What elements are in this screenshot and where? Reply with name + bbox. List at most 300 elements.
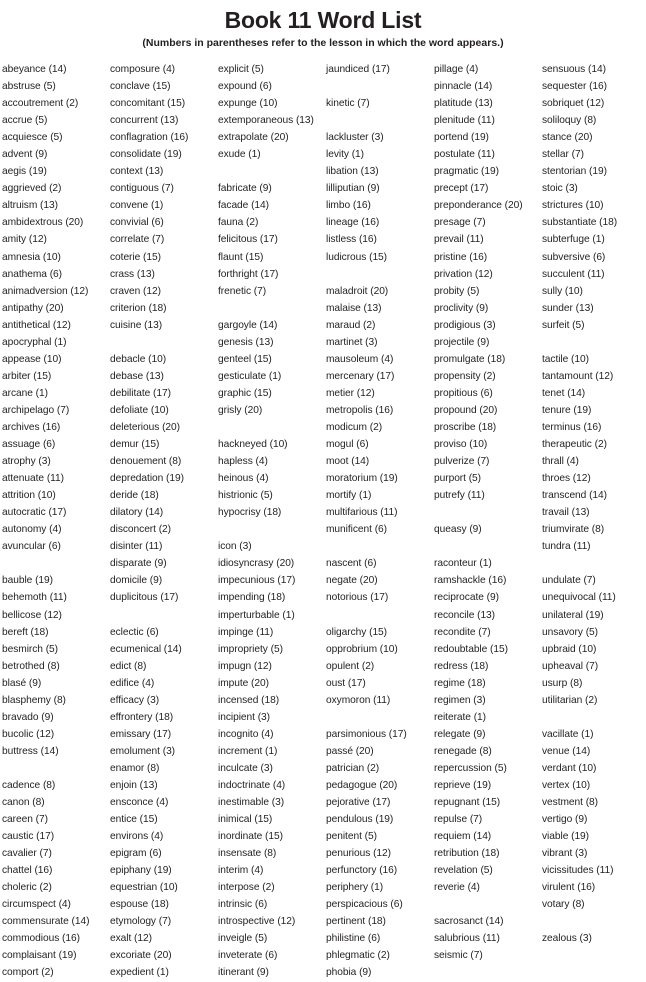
word-entry: concomitant (15) <box>110 98 186 110</box>
word-entry: terminus (16) <box>542 421 602 433</box>
word-entry: exalt (12) <box>110 933 152 945</box>
word-entry: mogul (6) <box>326 439 369 451</box>
word-entry: sobriquet (12) <box>542 98 605 110</box>
word-entry: careen (7) <box>2 814 48 826</box>
word-entry: stentorian (19) <box>542 166 607 178</box>
word-entry: promulgate (18) <box>434 353 506 365</box>
word-entry: vertex (10) <box>542 779 591 791</box>
word-entry: inculcate (3) <box>218 762 273 774</box>
word-entry: genteel (15) <box>218 353 272 365</box>
word-entry: ramshackle (16) <box>434 575 507 587</box>
word-entry: expound (6) <box>218 81 272 93</box>
word-entry: debacle (10) <box>110 353 167 365</box>
word-entry: convene (1) <box>110 200 164 212</box>
word-entry: heinous (4) <box>218 473 269 485</box>
word-entry: relegate (9) <box>434 728 486 740</box>
word-entry: demur (15) <box>110 439 160 451</box>
word-entry: debilitate (17) <box>110 387 171 399</box>
word-entry: utilitarian (2) <box>542 694 598 706</box>
word-entry: inveterate (6) <box>218 950 278 962</box>
word-entry: raconteur (1) <box>434 558 492 570</box>
word-entry: postulate (11) <box>434 149 495 161</box>
word-entry: indoctrinate (4) <box>218 779 286 791</box>
word-entry: levity (1) <box>326 149 364 161</box>
word-entry: parsimonious (17) <box>326 728 407 740</box>
word-entry: munificent (6) <box>326 524 388 536</box>
word-entry: craven (12) <box>110 285 161 297</box>
word-entry: maladroit (20) <box>326 285 389 297</box>
word-entry: ludicrous (15) <box>326 251 388 263</box>
word-entry: mausoleum (4) <box>326 353 394 365</box>
word-entry: extemporaneous (13) <box>218 115 314 127</box>
word-entry: edifice (4) <box>110 677 155 689</box>
word-entry: tantamount (12) <box>542 370 614 382</box>
word-entry: strictures (10) <box>542 200 604 212</box>
word-entry: disinter (11) <box>110 541 163 553</box>
word-entry: limbo (16) <box>326 200 371 212</box>
word-entry: periphery (1) <box>326 882 384 894</box>
word-entry: inestimable (3) <box>218 797 285 809</box>
word-group-spacer <box>218 300 322 317</box>
word-entry: deleterious (20) <box>110 421 180 433</box>
word-entry: arbiter (15) <box>2 370 52 382</box>
word-entry: phobia (9) <box>326 967 372 979</box>
word-entry: explicit (5) <box>218 64 264 75</box>
word-entry: hapless (4) <box>218 456 268 468</box>
word-entry: bucolic (12) <box>2 728 55 740</box>
word-entry: edict (8) <box>110 660 147 672</box>
word-entry: succulent (11) <box>542 268 605 280</box>
word-entry: insensate (8) <box>218 848 277 860</box>
word-entry: defoliate (10) <box>110 404 169 416</box>
word-entry: stellar (7) <box>542 149 584 161</box>
word-entry: precept (17) <box>434 183 489 195</box>
word-entry: deride (18) <box>110 490 159 502</box>
word-entry: abstruse (5) <box>2 81 56 93</box>
word-group-spacer <box>542 334 646 351</box>
word-entry: comport (2) <box>2 967 54 979</box>
word-entry: bravado (9) <box>2 711 54 723</box>
word-entry: malaise (13) <box>326 302 382 314</box>
word-entry: proclivity (9) <box>434 302 489 314</box>
word-entry: listless (16) <box>326 234 377 246</box>
word-entry: multifarious (11) <box>326 507 398 519</box>
word-entry: thrall (4) <box>542 456 579 468</box>
word-entry: martinet (3) <box>326 336 378 348</box>
word-entry: archives (16) <box>2 421 61 433</box>
word-entry: repercussion (5) <box>434 762 507 774</box>
word-entry: increment (1) <box>218 745 278 757</box>
word-entry: reprieve (19) <box>434 779 492 791</box>
word-entry: inimical (15) <box>218 814 273 826</box>
word-entry: apocryphal (1) <box>2 336 67 348</box>
word-entry: histrionic (5) <box>218 490 273 502</box>
word-entry: introspective (12) <box>218 916 296 928</box>
word-entry: flaunt (15) <box>218 251 264 263</box>
word-entry: libation (13) <box>326 166 379 178</box>
word-entry: undulate (7) <box>542 575 596 587</box>
word-entry: requiem (14) <box>434 831 492 843</box>
word-entry: criterion (18) <box>110 302 167 314</box>
word-entry: philistine (6) <box>326 933 381 945</box>
word-entry: icon (3) <box>218 541 252 553</box>
word-entry: archipelago (7) <box>2 404 70 416</box>
word-entry: surfeit (5) <box>542 319 585 331</box>
word-entry: pinnacle (14) <box>434 81 493 93</box>
word-entry: maraud (2) <box>326 319 376 331</box>
word-entry: expedient (1) <box>110 967 169 979</box>
word-entry: retribution (18) <box>434 848 500 860</box>
word-entry: emissary (17) <box>110 728 172 740</box>
word-entry: canon (8) <box>2 797 45 809</box>
word-entry: regime (18) <box>434 677 486 689</box>
word-entry: efficacy (3) <box>110 694 160 706</box>
word-entry: opulent (2) <box>326 660 375 672</box>
word-entry: reconcile (13) <box>434 609 496 621</box>
word-entry: seismic (7) <box>434 950 483 962</box>
word-entry: composure (4) <box>110 64 176 75</box>
word-entry: unsavory (5) <box>542 626 599 638</box>
word-entry: itinerant (9) <box>218 967 269 979</box>
word-entry: interim (4) <box>218 865 264 877</box>
word-entry: disconcert (2) <box>110 524 172 536</box>
word-entry: concurrent (13) <box>110 115 179 127</box>
word-entry: sacrosanct (14) <box>434 916 504 928</box>
word-entry: expunge (10) <box>218 98 278 110</box>
word-entry: amity (12) <box>2 234 47 246</box>
word-entry: notorious (17) <box>326 592 389 604</box>
word-entry: propitious (6) <box>434 387 493 399</box>
word-entry: acquiesce (5) <box>2 132 63 144</box>
word-entry: bellicose (12) <box>2 609 62 621</box>
word-entry: redoubtable (15) <box>434 643 508 655</box>
word-group-spacer <box>542 709 646 726</box>
word-entry: substantiate (18) <box>542 217 618 229</box>
word-entry: unequivocal (11) <box>542 592 616 604</box>
word-group-spacer <box>434 538 538 555</box>
word-entry: duplicitous (17) <box>110 592 179 604</box>
word-entry: inordinate (15) <box>218 831 283 843</box>
word-entry: genesis (13) <box>218 336 274 348</box>
word-entry: denouement (8) <box>110 456 182 468</box>
word-group-spacer <box>218 163 322 180</box>
word-entry: prevail (11) <box>434 234 484 246</box>
word-entry: blasphemy (8) <box>2 694 66 706</box>
word-entry: reciprocate (9) <box>434 592 499 604</box>
word-group-spacer <box>110 607 214 624</box>
word-entry: correlate (7) <box>110 234 165 246</box>
word-entry: eclectic (6) <box>110 626 159 638</box>
word-entry: caustic (17) <box>2 831 55 843</box>
word-entry: sunder (13) <box>542 302 594 314</box>
word-entry: platitude (13) <box>434 98 493 110</box>
word-entry: emolument (3) <box>110 745 176 757</box>
word-entry: soliloquy (8) <box>542 115 597 127</box>
word-entry: vicissitudes (11) <box>542 865 614 877</box>
word-group-spacer <box>434 896 538 913</box>
word-entry: prodigious (3) <box>434 319 496 331</box>
word-entry: usurp (8) <box>542 677 583 689</box>
word-entry: projectile (9) <box>434 336 490 348</box>
word-group-spacer <box>326 78 430 95</box>
word-entry: impecunious (17) <box>218 575 296 587</box>
word-entry: presage (7) <box>434 217 486 229</box>
word-entry: convivial (6) <box>110 217 164 229</box>
word-entry: commodious (16) <box>2 933 80 945</box>
word-entry: vacillate (1) <box>542 728 594 740</box>
word-entry: attenuate (11) <box>2 473 64 485</box>
word-entry: domicile (9) <box>110 575 163 587</box>
word-entry: putrefy (11) <box>434 490 485 502</box>
word-entry: incensed (18) <box>218 694 280 706</box>
word-group-spacer <box>434 504 538 521</box>
word-entry: reiterate (1) <box>434 711 487 723</box>
word-entry: dilatory (14) <box>110 507 164 519</box>
word-entry: penurious (12) <box>326 848 391 860</box>
word-entry: nascent (6) <box>326 558 377 570</box>
word-entry: jaundiced (17) <box>326 64 390 75</box>
word-entry: debase (13) <box>110 370 164 382</box>
column-3 <box>218 61 326 982</box>
word-entry: cadence (8) <box>2 779 56 791</box>
word-entry: vestment (8) <box>542 797 599 809</box>
word-entry: conclave (15) <box>110 81 171 93</box>
word-entry: oligarchy (15) <box>326 626 388 638</box>
word-entry: environs (4) <box>110 831 164 843</box>
word-entry: penitent (5) <box>326 831 377 843</box>
word-entry: passé (20) <box>326 745 374 757</box>
word-entry: pedagogue (20) <box>326 779 398 791</box>
word-entry: ecumenical (14) <box>110 643 182 655</box>
word-entry: impropriety (5) <box>218 643 283 655</box>
word-entry: vertigo (9) <box>542 814 588 826</box>
word-entry: impute (20) <box>218 677 269 689</box>
word-entry: propensity (2) <box>434 370 496 382</box>
word-entry: subterfuge (1) <box>542 234 605 246</box>
word-entry: crass (13) <box>110 268 155 280</box>
word-entry: vibrant (3) <box>542 848 588 860</box>
word-entry: frenetic (7) <box>218 285 267 297</box>
word-entry: interpose (2) <box>218 882 275 894</box>
word-entry: revelation (5) <box>434 865 493 877</box>
word-entry: accoutrement (2) <box>2 98 79 110</box>
word-entry: ensconce (4) <box>110 797 169 809</box>
word-entry: proscribe (18) <box>434 421 497 433</box>
word-entry: verdant (10) <box>542 762 597 774</box>
word-group-spacer <box>110 334 214 351</box>
word-group-spacer <box>218 521 322 538</box>
column-1 <box>2 61 110 982</box>
word-entry: commensurate (14) <box>2 916 90 928</box>
word-entry: upbraid (10) <box>542 643 597 655</box>
word-entry: purport (5) <box>434 473 482 485</box>
word-entry: abeyance (14) <box>2 64 67 75</box>
word-entry: contiguous (7) <box>110 183 174 195</box>
word-entry: enjoin (13) <box>110 779 158 791</box>
word-entry: epiphany (19) <box>110 865 172 877</box>
word-entry: pillage (4) <box>434 64 479 75</box>
word-entry: pertinent (18) <box>326 916 386 928</box>
word-entry: modicum (2) <box>326 421 383 433</box>
word-entry: privation (12) <box>434 268 493 280</box>
word-entry: blasé (9) <box>2 677 42 689</box>
word-entry: gargoyle (14) <box>218 319 278 331</box>
word-entry: impending (18) <box>218 592 286 604</box>
word-entry: metier (12) <box>326 387 375 399</box>
word-entry: triumvirate (8) <box>542 524 605 536</box>
word-entry: cuisine (13) <box>110 319 163 331</box>
word-entry: bereft (18) <box>2 626 49 638</box>
word-group-spacer <box>2 555 106 572</box>
page-title: Book 11 Word List <box>224 7 422 33</box>
word-entry: oust (17) <box>326 677 366 689</box>
word-entry: redress (18) <box>434 660 489 672</box>
word-entry: throes (12) <box>542 473 591 485</box>
word-entry: lilliputian (9) <box>326 183 380 195</box>
word-entry: enamor (8) <box>110 762 160 774</box>
word-entry: advent (9) <box>2 149 48 161</box>
word-entry: pejorative (17) <box>326 797 391 809</box>
word-entry: metropolis (16) <box>326 404 394 416</box>
word-entry: autocratic (17) <box>2 507 67 519</box>
word-group-spacer <box>326 607 430 624</box>
word-entry: sully (10) <box>542 285 583 297</box>
word-entry: stance (20) <box>542 132 593 144</box>
word-entry: inveigle (5) <box>218 933 268 945</box>
word-entry: altruism (13) <box>2 200 58 212</box>
word-entry: plenitude (11) <box>434 115 495 127</box>
word-entry: consolidate (19) <box>110 149 182 161</box>
word-entry: accrue (5) <box>2 115 48 127</box>
word-entry: espouse (18) <box>110 899 169 911</box>
word-entry: circumspect (4) <box>2 899 71 911</box>
word-entry: mercenary (17) <box>326 370 395 382</box>
word-entry: felicitous (17) <box>218 234 278 246</box>
page-header <box>0 0 646 50</box>
word-entry: epigram (6) <box>110 848 162 860</box>
word-entry: proviso (10) <box>434 439 488 451</box>
word-entry: pendulous (19) <box>326 814 394 826</box>
word-entry: context (13) <box>110 166 164 178</box>
word-entry: pragmatic (19) <box>434 166 499 178</box>
word-entry: unilateral (19) <box>542 609 604 621</box>
word-entry: queasy (9) <box>434 524 482 536</box>
word-entry: renegade (8) <box>434 745 492 757</box>
word-entry: choleric (2) <box>2 882 52 894</box>
word-entry: tenet (14) <box>542 387 586 399</box>
word-entry: negate (20) <box>326 575 378 587</box>
word-entry: lineage (16) <box>326 217 380 229</box>
word-entry: tactile (10) <box>542 353 589 365</box>
word-entry: sequester (16) <box>542 81 607 93</box>
word-entry: opprobrium (10) <box>326 643 398 655</box>
word-entry: travail (13) <box>542 507 590 519</box>
column-6 <box>542 61 646 947</box>
word-group-spacer <box>542 555 646 572</box>
word-entry: transcend (14) <box>542 490 607 502</box>
word-entry: assuage (6) <box>2 439 56 451</box>
word-entry: arcane (1) <box>2 387 48 399</box>
word-entry: anathema (6) <box>2 268 62 280</box>
word-entry: ambidextrous (20) <box>2 217 84 229</box>
word-entry: animadversion (12) <box>2 285 89 297</box>
word-entry: salubrious (11) <box>434 933 500 945</box>
word-entry: fabricate (9) <box>218 183 272 195</box>
word-entry: recondite (7) <box>434 626 491 638</box>
page-subtitle: (Numbers in parentheses refer to the lesson in which the word appears.) <box>142 37 504 49</box>
word-entry: lackluster (3) <box>326 132 384 144</box>
word-entry: tenure (19) <box>542 404 592 416</box>
word-entry: aegis (19) <box>2 166 47 178</box>
word-entry: etymology (7) <box>110 916 172 928</box>
word-group-spacer <box>2 760 106 777</box>
word-entry: conflagration (16) <box>110 132 189 144</box>
word-entry: propound (20) <box>434 404 498 416</box>
word-entry: viable (19) <box>542 831 590 843</box>
word-entry: antipathy (20) <box>2 302 64 314</box>
word-entry: amnesia (10) <box>2 251 61 263</box>
word-entry: disparate (9) <box>110 558 167 570</box>
word-entry: zealous (3) <box>542 933 592 945</box>
word-entry: hypocrisy (18) <box>218 507 282 519</box>
word-entry: regimen (3) <box>434 694 486 706</box>
word-entry: cavalier (7) <box>2 848 52 860</box>
word-entry: attrition (10) <box>2 490 56 502</box>
word-entry: behemoth (11) <box>2 592 67 604</box>
word-group-spacer <box>326 266 430 283</box>
word-entry: pristine (16) <box>434 251 488 263</box>
word-entry: oxymoron (11) <box>326 694 391 706</box>
word-entry: fauna (2) <box>218 217 259 229</box>
word-group-spacer <box>326 112 430 129</box>
word-entry: exude (1) <box>218 149 261 161</box>
word-entry: mortify (1) <box>326 490 372 502</box>
word-entry: repugnant (15) <box>434 797 501 809</box>
word-entry: extrapolate (20) <box>218 132 289 144</box>
word-entry: hackneyed (10) <box>218 439 288 451</box>
word-entry: aggrieved (2) <box>2 183 62 195</box>
word-entry: grisly (20) <box>218 404 263 416</box>
word-entry: virulent (16) <box>542 882 596 894</box>
word-entry: pulverize (7) <box>434 456 490 468</box>
word-entry: venue (14) <box>542 745 591 757</box>
word-entry: incognito (4) <box>218 728 274 740</box>
column-4 <box>326 61 434 982</box>
word-entry: gesticulate (1) <box>218 370 282 382</box>
word-entry: kinetic (7) <box>326 98 370 110</box>
word-entry: patrician (2) <box>326 762 380 774</box>
word-entry: betrothed (8) <box>2 660 60 672</box>
word-entry: phlegmatic (2) <box>326 950 390 962</box>
word-entry: excoriate (20) <box>110 950 172 962</box>
word-entry: moratorium (19) <box>326 473 398 485</box>
word-entry: perspicacious (6) <box>326 899 403 911</box>
word-entry: forthright (17) <box>218 268 279 280</box>
word-group-spacer <box>326 709 430 726</box>
word-entry: repulse (7) <box>434 814 483 826</box>
word-entry: stoic (3) <box>542 183 578 195</box>
column-5 <box>434 61 542 964</box>
word-entry: tundra (11) <box>542 541 591 553</box>
word-entry: impinge (11) <box>218 626 274 638</box>
word-entry: incipient (3) <box>218 711 271 723</box>
word-entry: autonomy (4) <box>2 524 62 536</box>
word-entry: portend (19) <box>434 132 489 144</box>
word-entry: votary (8) <box>542 899 585 911</box>
word-entry: besmirch (5) <box>2 643 59 655</box>
word-entry: therapeutic (2) <box>542 439 607 451</box>
word-entry: depredation (19) <box>110 473 184 485</box>
